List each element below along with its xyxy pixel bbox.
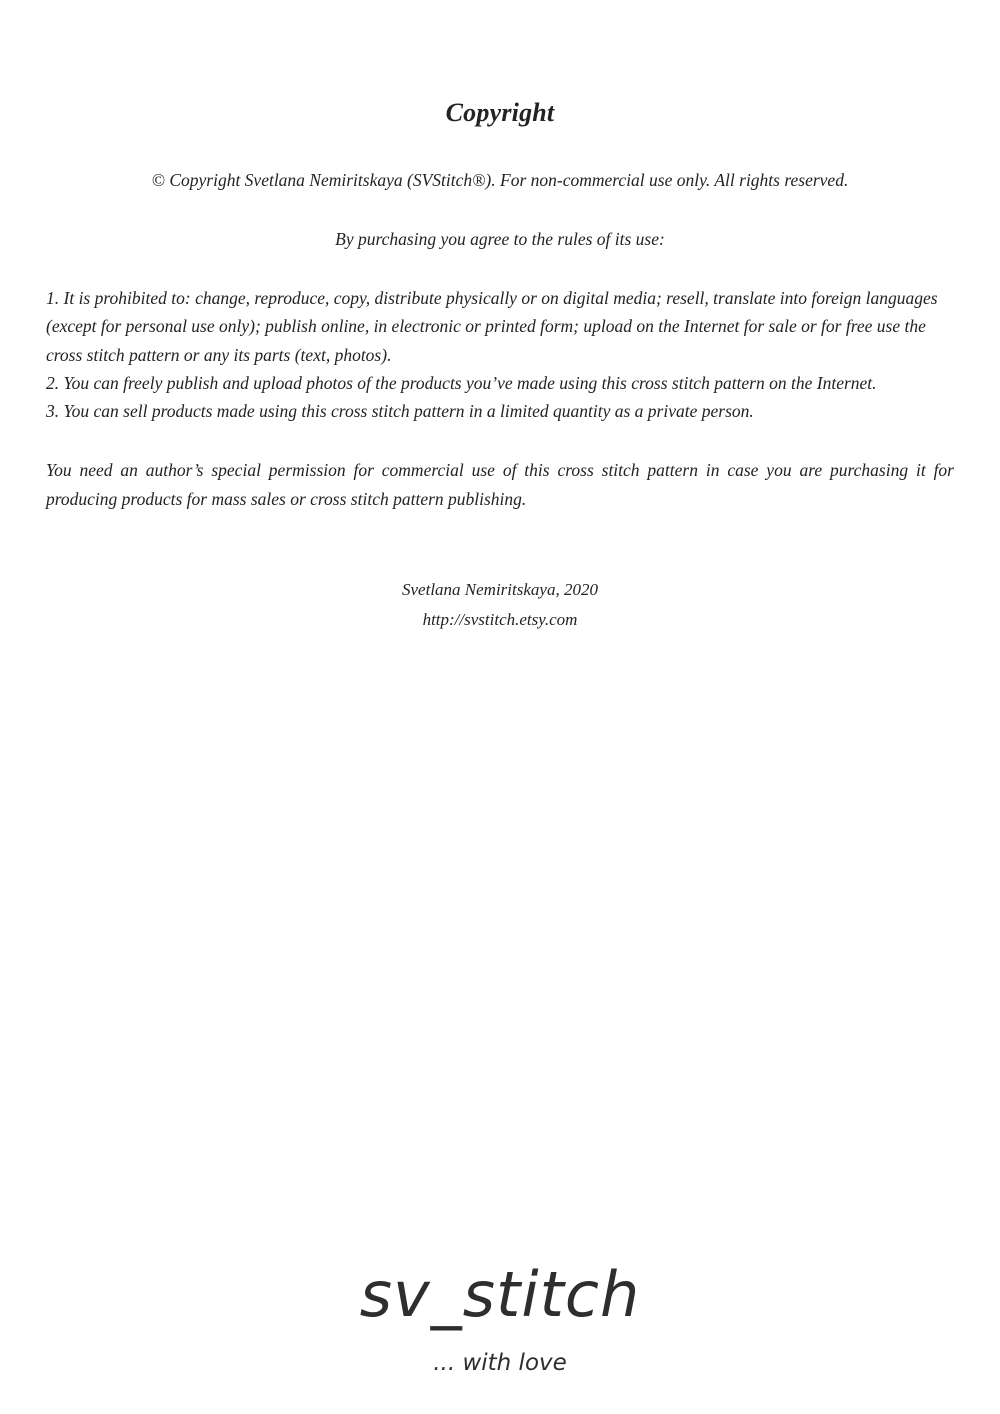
signature-block bbox=[0, 575, 1000, 633]
page-title: Copyright bbox=[445, 98, 555, 127]
rule-item-3: 3. You can sell products made using this cross stitch pattern in a limited quantity as a private person. bbox=[46, 401, 754, 422]
commercial-permission-note: You need an author’s special permission for commercial use of this cross stitch pattern in case you are purchasing it for producing products for mass sales or cross stitch pattern publishing. bbox=[46, 459, 954, 509]
agreement-intro: By purchasing you agree to the rules of its use: bbox=[335, 229, 665, 249]
brand-logo-text: sv_stitch bbox=[359, 1258, 641, 1331]
brand-tagline: ... with love bbox=[433, 1350, 567, 1376]
copyright-statement: © Copyright Svetlana Nemiritskaya (SVStitch®). For non-commercial use only. All rights reserved. bbox=[151, 170, 849, 190]
rule-item-2: 2. You can freely publish and upload photos of the products you’ve made using this cross stitch pattern on the Internet. bbox=[46, 373, 877, 394]
author-signature: Svetlana Nemiritskaya, 2020 bbox=[402, 580, 598, 600]
rules-list bbox=[46, 284, 954, 426]
rule-item-1: 1. It is prohibited to: change, reproduce, copy, distribute physically or on digital media; resell, translate into foreign languages (except for personal use only); publish online, in electronic or printed form; upload on the Internet for sale or for free use the cross stitch pattern or any its parts (text, photos). bbox=[46, 288, 938, 365]
brand-footer bbox=[0, 1258, 1000, 1376]
shop-url[interactable]: http://svstitch.etsy.com bbox=[422, 609, 578, 629]
